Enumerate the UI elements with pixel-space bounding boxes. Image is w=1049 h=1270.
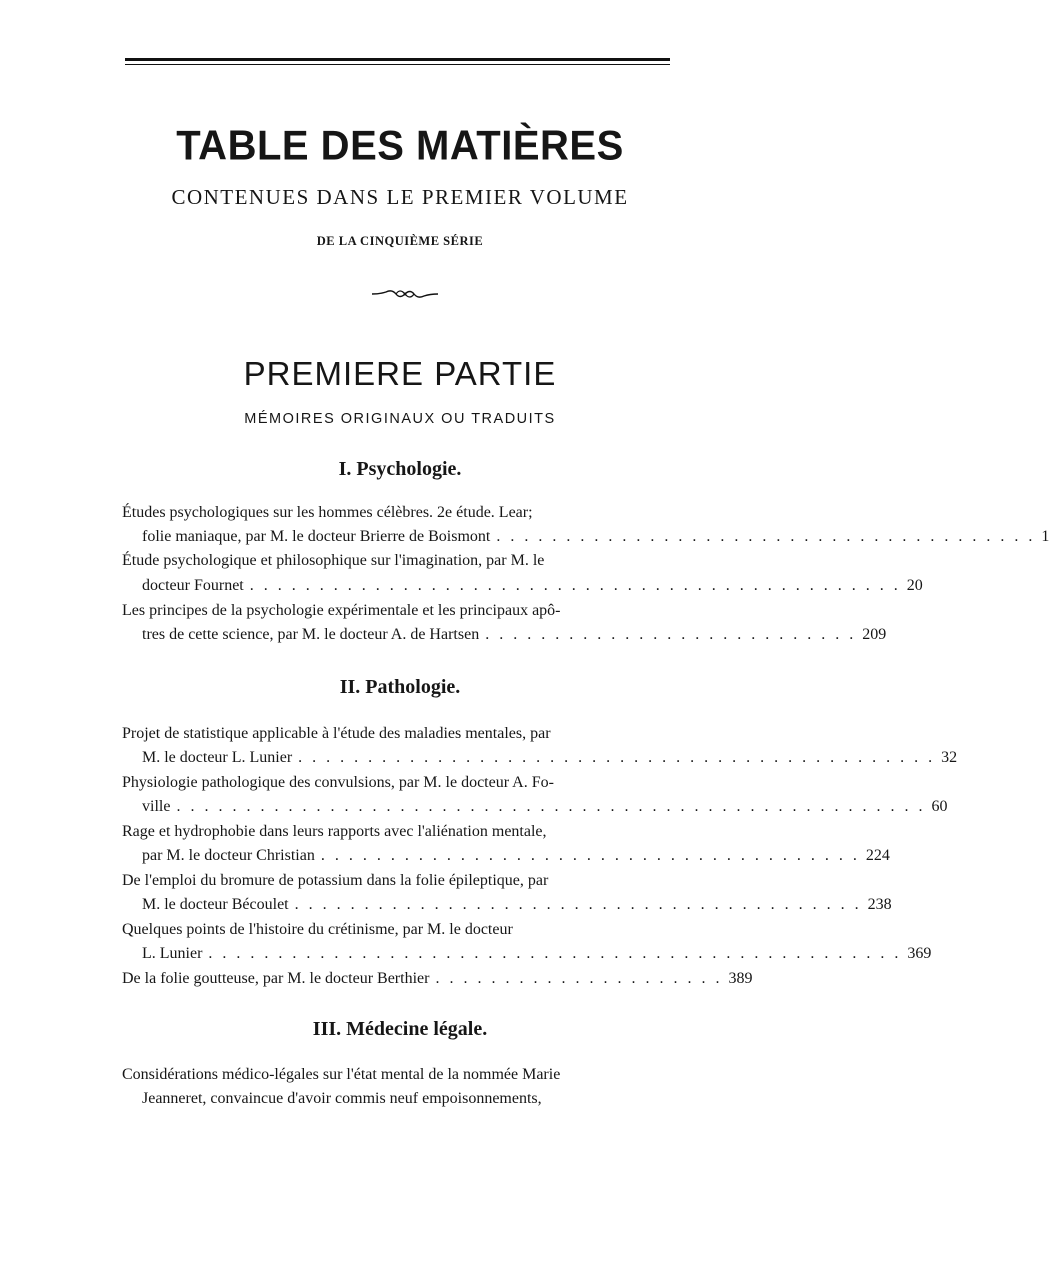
toc-entry-text: ville [142,798,171,815]
toc-page-number: 209 [862,626,887,643]
toc-page-number: 32 [941,749,958,766]
toc-entry-row [142,575,923,597]
toc-page-number: 60 [931,798,948,815]
toc-entry-text: M. le docteur Bécoulet [142,896,289,913]
toc-entry-text: M. le docteur L. Lunier [142,749,293,766]
toc-entry-row [142,894,892,916]
part-subtitle: MÉMOIRES ORIGINAUX OU TRADUITS [244,411,556,427]
toc-entry-row [142,747,958,769]
toc-entry-row [142,624,887,646]
toc-entry-row [142,845,890,867]
toc-entry-text: par M. le docteur Christian [142,847,315,864]
dot-leader: . . . . . . . . . . . . . . . . . . . . . . . . . . . . . . . . . . . . . . . [496,528,1036,545]
page-subtitle: CONTENUES DANS LE PREMIER VOLUME [171,185,629,209]
section-title-medecine-legale: III. Médecine légale. [312,1018,488,1040]
toc-page-number: 369 [907,945,932,962]
toc-entry-row [122,968,753,990]
dot-leader: . . . . . . . . . . . . . . . . . . . . . . . . . . . . . . . . . . . . . . . . . [294,896,862,913]
dot-leader: . . . . . . . . . . . . . . . . . . . . . . . . . . . . . . . . . . . . . . . [320,847,860,864]
toc-page-number: 1 [1041,528,1049,545]
toc-page-number: 238 [867,896,892,913]
toc-entry-text: L. Lunier [142,945,203,962]
dot-leader: . . . . . . . . . . . . . . . . . . . . . . . . . . . . . . . . . . . . . . . . . . . . . . . . . . [208,945,902,962]
toc-entry-text: De la folie goutteuse, par M. le docteur Berthier [122,970,430,987]
toc-page-number: 20 [906,577,923,594]
toc-entry-row [142,796,948,818]
toc-entry-row [142,943,932,965]
toc-entry-text: folie maniaque, par M. le docteur Brierre de Boismont [142,528,491,545]
dot-leader: . . . . . . . . . . . . . . . . . . . . . [435,970,723,987]
dot-leader: . . . . . . . . . . . . . . . . . . . . . . . . . . . . . . . . . . . . . . . . . . . . . . . [249,577,901,594]
toc-page-number: 224 [865,847,890,864]
toc-entry-line: Jeanneret, convaincue d'avoir commis neuf empoisonnements, [142,1090,542,1107]
toc-entry-line: Études psychologiques sur les hommes célèbres. 2e étude. Lear; [122,504,533,521]
toc-entry-line: Considérations médico-légales sur l'état mental de la nommée Marie [122,1066,561,1083]
toc-entry-line: Quelques points de l'histoire du crétinisme, par M. le docteur [122,921,513,938]
toc-entry-text: docteur Fournet [142,577,244,594]
toc-entry-line: Projet de statistique applicable à l'étude des maladies mentales, par [122,725,551,742]
toc-page-number: 389 [728,970,753,987]
page-title: TABLE DES MATIÈRES [176,122,624,170]
toc-entry-line: Rage et hydrophobie dans leurs rapports avec l'aliénation mentale, [122,823,547,840]
page-subtitle-series: DE LA CINQUIÈME SÉRIE [316,234,484,248]
part-title: PREMIERE PARTIE [243,355,557,392]
toc-entry-line: De l'emploi du bromure de potassium dans la folie épileptique, par [122,872,549,889]
toc-entry-text: tres de cette science, par M. le docteur A. de Hartsen [142,626,480,643]
toc-entry-line: Étude psychologique et philosophique sur l'imagination, par M. le [122,552,545,569]
section-title-pathologie: II. Pathologie. [339,676,461,698]
dot-leader: . . . . . . . . . . . . . . . . . . . . . . . . . . . . . . . . . . . . . . . . . . . . . . . . . . . . . . [176,798,926,815]
section-title-psychologie: I. Psychologie. [338,458,462,480]
fleuron-ornament-icon [370,286,440,302]
dot-leader: . . . . . . . . . . . . . . . . . . . . . . . . . . . [485,626,857,643]
top-rule-thin [125,64,670,65]
top-rule-thick [125,58,670,61]
toc-entry-line: Les principes de la psychologie expérimentale et les principaux apô- [122,602,561,619]
dot-leader: . . . . . . . . . . . . . . . . . . . . . . . . . . . . . . . . . . . . . . . . . . . . . . [298,749,936,766]
toc-entry-row [142,526,1049,548]
toc-entry-line: Physiologie pathologique des convulsions, par M. le docteur A. Fo- [122,774,554,791]
